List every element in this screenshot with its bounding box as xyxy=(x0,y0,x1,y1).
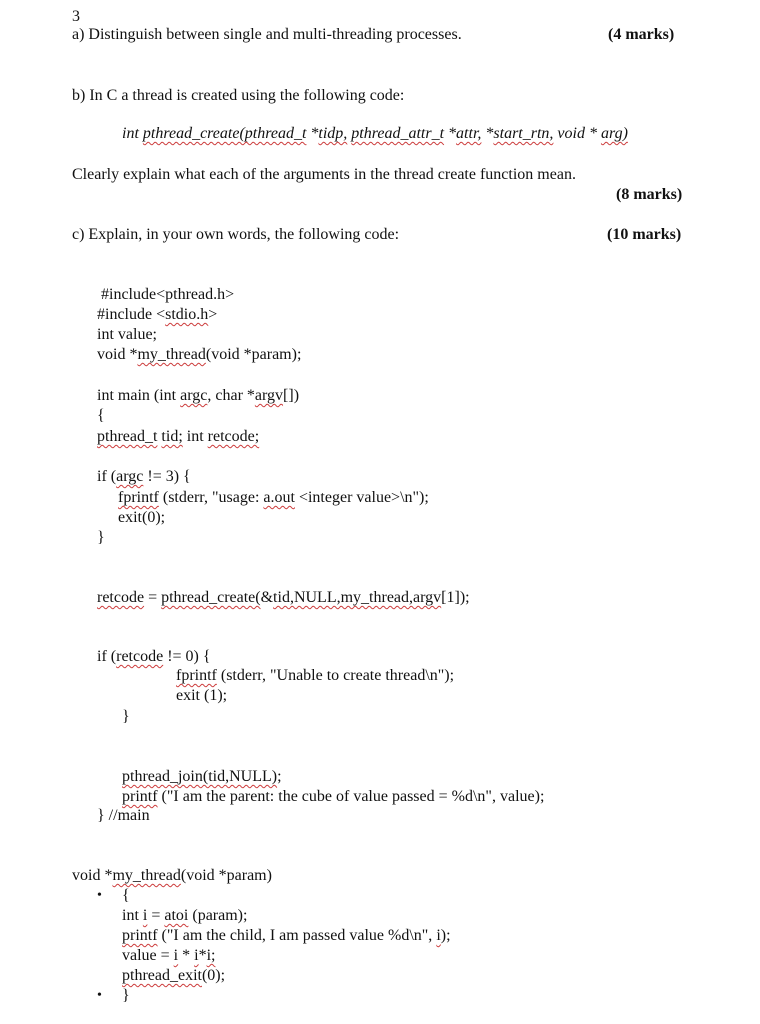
code-line: value = i * i*i; xyxy=(122,947,216,964)
code-line: pthread_exit(0); xyxy=(122,967,226,984)
question-c: c) Explain, in your own words, the following code: xyxy=(72,226,400,243)
code-line: if (argc != 3) { xyxy=(97,468,191,485)
code-line: printf ("I am the parent: the cube of value passed = %d\n", value); xyxy=(122,788,545,805)
bullet-icon: • xyxy=(97,888,102,903)
code-line: retcode = pthread_create(&tid,NULL,my_thread,argv[1]); xyxy=(97,589,470,606)
code-line: #include<pthread.h> xyxy=(101,286,235,303)
code-line: int value; xyxy=(97,326,157,343)
code-line: fprintf (stderr, "usage: a.out <integer value>\n"); xyxy=(118,489,429,506)
marks-a: (4 marks) xyxy=(608,26,675,43)
bullet-icon: • xyxy=(97,988,102,1003)
code-line: if (retcode != 0) { xyxy=(97,648,211,665)
code-line: { xyxy=(122,887,130,904)
code-line: } xyxy=(122,987,130,1004)
page-number: 3 xyxy=(72,8,80,25)
code-line: int i = atoi (param); xyxy=(122,907,248,924)
code-line: void *my_thread(void *param) xyxy=(72,867,272,884)
code-line: int main (int argc, char *argv[]) xyxy=(97,387,300,404)
code-line: exit (1); xyxy=(176,687,228,704)
code-line: { xyxy=(97,407,105,424)
code-line: void *my_thread(void *param); xyxy=(97,346,302,363)
code-line: } xyxy=(97,529,105,546)
question-b: b) In C a thread is created using the following code: xyxy=(72,87,405,104)
code-line: fprintf (stderr, "Unable to create thread\n"); xyxy=(176,667,455,684)
instruction-b: Clearly explain what each of the arguments in the thread create function mean. xyxy=(72,166,576,183)
code-line: pthread_join(tid,NULL); xyxy=(122,768,282,785)
code-line: printf ("I am the child, I am passed value %d\n", i); xyxy=(122,927,451,944)
code-line: pthread_t tid; int retcode; xyxy=(97,428,260,445)
marks-c: (10 marks) xyxy=(607,226,682,243)
pthread-create-signature: int pthread_create(pthread_t *tidp, pthread_attr_t *attr, *start_rtn, void * arg) xyxy=(122,125,628,142)
question-a: a) Distinguish between single and multi-threading processes. xyxy=(72,26,462,43)
code-line: #include <stdio.h> xyxy=(97,306,218,323)
code-line: } //main xyxy=(97,807,150,824)
code-line: } xyxy=(122,708,130,725)
code-line: exit(0); xyxy=(118,509,166,526)
marks-b: (8 marks) xyxy=(616,186,683,203)
